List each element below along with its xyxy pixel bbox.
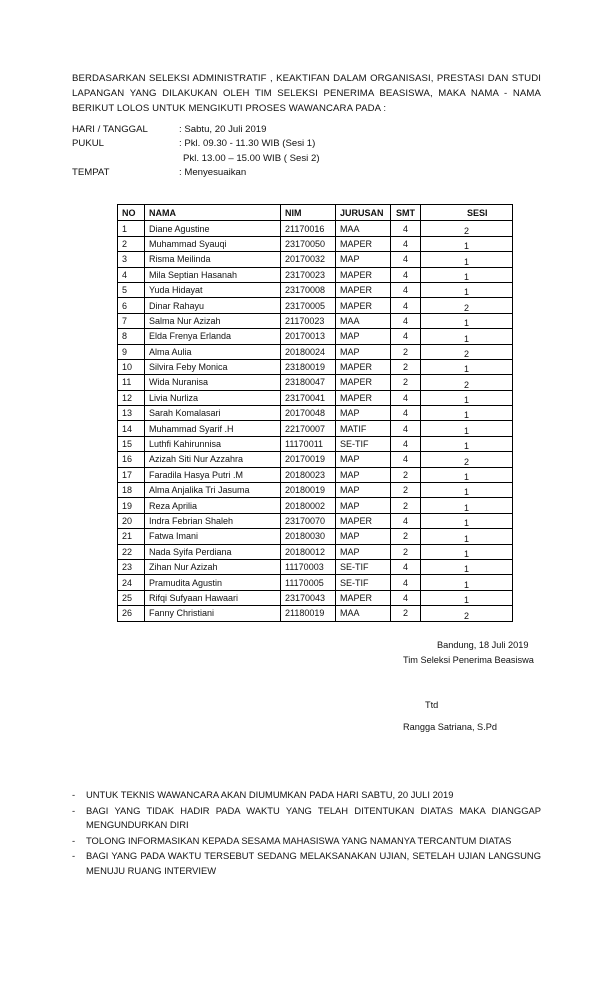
cell-no: 20 bbox=[118, 513, 145, 528]
time-label: PUKUL bbox=[72, 138, 104, 149]
cell-sesi: 2 bbox=[421, 606, 513, 621]
bullet-dash: - bbox=[72, 789, 76, 800]
cell-jurusan: MAP bbox=[336, 467, 391, 482]
place-label: TEMPAT bbox=[72, 167, 110, 178]
cell-nama: Silvira Feby Monica bbox=[145, 359, 281, 374]
cell-smt: 2 bbox=[391, 483, 421, 498]
cell-smt: 4 bbox=[391, 436, 421, 451]
cell-sesi: 1 bbox=[421, 483, 513, 498]
cell-no: 11 bbox=[118, 375, 145, 390]
table-row bbox=[118, 359, 513, 374]
cell-jurusan: SE-TIF bbox=[336, 436, 391, 451]
cell-nama: Azizah Siti Nur Azzahra bbox=[145, 452, 281, 467]
note-text: UNTUK TEKNIS WAWANCARA AKAN DIUMUMKAN PADA HARI SABTU, 20 JULI 2019 bbox=[86, 789, 454, 800]
cell-no: 22 bbox=[118, 544, 145, 559]
table-row bbox=[118, 529, 513, 544]
cell-jurusan: MAP bbox=[336, 544, 391, 559]
cell-smt: 4 bbox=[391, 236, 421, 251]
cell-nim: 23170050 bbox=[281, 236, 336, 251]
table-row bbox=[118, 559, 513, 574]
cell-sesi: 1 bbox=[421, 282, 513, 297]
cell-nim: 21180019 bbox=[281, 606, 336, 621]
bullet-dash: - bbox=[72, 850, 76, 862]
cell-sesi: 1 bbox=[421, 236, 513, 251]
cell-nama: Yuda Hidayat bbox=[145, 282, 281, 297]
cell-nim: 20180030 bbox=[281, 529, 336, 544]
cell-nama: Pramudita Agustin bbox=[145, 575, 281, 590]
header-nama: NAMA bbox=[145, 205, 281, 221]
place-value: : Menyesuaikan bbox=[179, 167, 247, 178]
table-header-row bbox=[118, 205, 513, 221]
cell-jurusan: MAP bbox=[336, 344, 391, 359]
cell-no: 4 bbox=[118, 267, 145, 282]
cell-smt: 2 bbox=[391, 467, 421, 482]
table-row bbox=[118, 436, 513, 451]
cell-no: 16 bbox=[118, 452, 145, 467]
bullet-dash: - bbox=[72, 804, 76, 816]
cell-smt: 4 bbox=[391, 390, 421, 405]
cell-nama: Muhammad Syarif .H bbox=[145, 421, 281, 436]
cell-nama: Rifqi Sufyaan Hawaari bbox=[145, 590, 281, 605]
cell-nama: Faradila Hasya Putri .M bbox=[145, 467, 281, 482]
cell-no: 5 bbox=[118, 282, 145, 297]
cell-nama: Muhammad Syauqi bbox=[145, 236, 281, 251]
cell-smt: 4 bbox=[391, 267, 421, 282]
cell-smt: 4 bbox=[391, 559, 421, 574]
cell-no: 13 bbox=[118, 406, 145, 421]
cell-no: 18 bbox=[118, 483, 145, 498]
table-row bbox=[118, 221, 513, 236]
cell-smt: 4 bbox=[391, 421, 421, 436]
table-row bbox=[118, 406, 513, 421]
cell-nama: Dinar Rahayu bbox=[145, 298, 281, 313]
cell-smt: 4 bbox=[391, 406, 421, 421]
cell-sesi: 2 bbox=[421, 344, 513, 359]
table-row bbox=[118, 313, 513, 328]
cell-jurusan: MAPER bbox=[336, 590, 391, 605]
note-text: BAGI YANG TIDAK HADIR PADA WAKTU YANG TELAH DITENTUKAN DIATAS MAKA DIANGGAP MENGUNDURKAN DIRI bbox=[86, 804, 541, 831]
cell-nama: Fanny Christiani bbox=[145, 606, 281, 621]
cell-sesi: 1 bbox=[421, 359, 513, 374]
cell-jurusan: MAPER bbox=[336, 282, 391, 297]
cell-sesi: 1 bbox=[421, 575, 513, 590]
table-row bbox=[118, 452, 513, 467]
cell-jurusan: MAP bbox=[336, 329, 391, 344]
cell-no: 2 bbox=[118, 236, 145, 251]
cell-nim: 20180023 bbox=[281, 467, 336, 482]
cell-smt: 2 bbox=[391, 529, 421, 544]
table-row bbox=[118, 390, 513, 405]
cell-nama: Zihan Nur Azizah bbox=[145, 559, 281, 574]
table-row bbox=[118, 606, 513, 621]
note-item bbox=[72, 788, 541, 803]
cell-smt: 2 bbox=[391, 606, 421, 621]
cell-smt: 4 bbox=[391, 590, 421, 605]
cell-jurusan: MAP bbox=[336, 452, 391, 467]
note-item bbox=[72, 834, 541, 849]
table-row bbox=[118, 467, 513, 482]
cell-nama: Alma Aulia bbox=[145, 344, 281, 359]
cell-jurusan: MAPER bbox=[336, 236, 391, 251]
header-sesi: SESI bbox=[421, 205, 513, 221]
cell-jurusan: MAA bbox=[336, 606, 391, 621]
cell-no: 9 bbox=[118, 344, 145, 359]
cell-jurusan: MAPER bbox=[336, 359, 391, 374]
cell-nim: 20180012 bbox=[281, 544, 336, 559]
cell-no: 26 bbox=[118, 606, 145, 621]
cell-smt: 4 bbox=[391, 221, 421, 236]
cell-jurusan: MAA bbox=[336, 313, 391, 328]
cell-nim: 11170005 bbox=[281, 575, 336, 590]
cell-nim: 20180002 bbox=[281, 498, 336, 513]
table-row bbox=[118, 344, 513, 359]
cell-no: 8 bbox=[118, 329, 145, 344]
cell-sesi: 1 bbox=[421, 467, 513, 482]
time-value-session-1: : Pkl. 09.30 - 11.30 WIB (Sesi 1) bbox=[179, 138, 316, 149]
cell-nama: Fatwa Imani bbox=[145, 529, 281, 544]
cell-no: 3 bbox=[118, 252, 145, 267]
table-row bbox=[118, 329, 513, 344]
cell-smt: 4 bbox=[391, 452, 421, 467]
note-text: TOLONG INFORMASIKAN KEPADA SESAMA MAHASISWA YANG NAMANYA TERCANTUM DIATAS bbox=[86, 834, 512, 846]
cell-no: 23 bbox=[118, 559, 145, 574]
bullet-dash: - bbox=[72, 834, 76, 846]
cell-no: 10 bbox=[118, 359, 145, 374]
table-row bbox=[118, 575, 513, 590]
cell-sesi: 1 bbox=[421, 252, 513, 267]
cell-nama: Livia Nurliza bbox=[145, 390, 281, 405]
cell-sesi: 1 bbox=[421, 559, 513, 574]
cell-no: 17 bbox=[118, 467, 145, 482]
header-no: NO bbox=[118, 205, 145, 221]
cell-no: 1 bbox=[118, 221, 145, 236]
cell-jurusan: SE-TIF bbox=[336, 575, 391, 590]
cell-sesi: 2 bbox=[421, 221, 513, 236]
table-row bbox=[118, 282, 513, 297]
cell-sesi: 1 bbox=[421, 498, 513, 513]
note-text: BAGI YANG PADA WAKTU TERSEBUT SEDANG MELAKSANAKAN UJIAN, SETELAH UJIAN LANGSUNG MENUJU RUANG INTERVIEW bbox=[86, 850, 541, 876]
cell-smt: 4 bbox=[391, 329, 421, 344]
table-row bbox=[118, 267, 513, 282]
cell-no: 7 bbox=[118, 313, 145, 328]
cell-jurusan: MAP bbox=[336, 483, 391, 498]
cell-nim: 23180019 bbox=[281, 359, 336, 374]
cell-nama: Reza Aprilia bbox=[145, 498, 281, 513]
cell-sesi: 1 bbox=[421, 421, 513, 436]
cell-nim: 23170070 bbox=[281, 513, 336, 528]
cell-jurusan: MAPER bbox=[336, 513, 391, 528]
table-row bbox=[118, 236, 513, 251]
cell-sesi: 1 bbox=[421, 529, 513, 544]
header-smt: SMT bbox=[391, 205, 421, 221]
participant-table bbox=[117, 204, 513, 622]
table-row bbox=[118, 513, 513, 528]
cell-nim: 20170032 bbox=[281, 252, 336, 267]
sign-ttd: Ttd bbox=[425, 700, 439, 710]
table-row bbox=[118, 298, 513, 313]
table-row bbox=[118, 252, 513, 267]
cell-sesi: 1 bbox=[421, 267, 513, 282]
cell-jurusan: MAPER bbox=[336, 298, 391, 313]
cell-nim: 20170019 bbox=[281, 452, 336, 467]
day-label: HARI / TANGGAL bbox=[72, 124, 148, 135]
cell-smt: 4 bbox=[391, 252, 421, 267]
cell-no: 14 bbox=[118, 421, 145, 436]
cell-jurusan: MAPER bbox=[336, 267, 391, 282]
cell-sesi: 1 bbox=[421, 406, 513, 421]
cell-smt: 2 bbox=[391, 359, 421, 374]
cell-smt: 2 bbox=[391, 375, 421, 390]
cell-no: 19 bbox=[118, 498, 145, 513]
cell-nama: Sarah Komalasari bbox=[145, 406, 281, 421]
cell-nama: Luthfi Kahirunnisa bbox=[145, 436, 281, 451]
day-value: : Sabtu, 20 Juli 2019 bbox=[179, 124, 267, 135]
cell-jurusan: MATIF bbox=[336, 421, 391, 436]
cell-nim: 11170003 bbox=[281, 559, 336, 574]
cell-nim: 23180047 bbox=[281, 375, 336, 390]
cell-nim: 21170023 bbox=[281, 313, 336, 328]
cell-nim: 20170048 bbox=[281, 406, 336, 421]
cell-smt: 4 bbox=[391, 513, 421, 528]
cell-jurusan: MAP bbox=[336, 498, 391, 513]
cell-sesi: 1 bbox=[421, 513, 513, 528]
cell-sesi: 1 bbox=[421, 313, 513, 328]
cell-nama: Indra Febrian Shaleh bbox=[145, 513, 281, 528]
cell-smt: 4 bbox=[391, 282, 421, 297]
cell-smt: 4 bbox=[391, 313, 421, 328]
table-row bbox=[118, 544, 513, 559]
cell-sesi: 1 bbox=[421, 329, 513, 344]
cell-smt: 4 bbox=[391, 575, 421, 590]
cell-nim: 20170013 bbox=[281, 329, 336, 344]
intro-paragraph: BERDASARKAN SELEKSI ADMINISTRATIF , KEAKTIFAN DALAM ORGANISASI, PRESTASI DAN STUDI LAPANGAN YANG DILAKUKAN OLEH TIM SELEKSI PENERIMA BEASISWA, MAKA NAMA - NAMA BERIKUT LOLOS UNTUK MENGIKUTI PROSES WAWANCARA PADA : bbox=[72, 73, 541, 114]
cell-nim: 23170008 bbox=[281, 282, 336, 297]
cell-smt: 2 bbox=[391, 344, 421, 359]
cell-jurusan: MAA bbox=[336, 221, 391, 236]
cell-sesi: 2 bbox=[421, 375, 513, 390]
header-nim: NIM bbox=[281, 205, 336, 221]
table-row bbox=[118, 375, 513, 390]
cell-nama: Salma Nur Azizah bbox=[145, 313, 281, 328]
cell-jurusan: MAPER bbox=[336, 390, 391, 405]
cell-nama: Diane Agustine bbox=[145, 221, 281, 236]
cell-nim: 20180019 bbox=[281, 483, 336, 498]
sign-organization: Tim Seleksi Penerima Beasiswa bbox=[403, 655, 534, 665]
cell-no: 24 bbox=[118, 575, 145, 590]
cell-no: 21 bbox=[118, 529, 145, 544]
cell-sesi: 1 bbox=[421, 436, 513, 451]
cell-no: 15 bbox=[118, 436, 145, 451]
cell-nama: Risma Meilinda bbox=[145, 252, 281, 267]
table-row bbox=[118, 421, 513, 436]
cell-jurusan: MAP bbox=[336, 406, 391, 421]
cell-nim: 11170011 bbox=[281, 436, 336, 451]
sign-name: Rangga Satriana, S.Pd bbox=[403, 722, 497, 732]
sign-place-date: Bandung, 18 Juli 2019 bbox=[437, 640, 529, 650]
cell-nim: 20180024 bbox=[281, 344, 336, 359]
cell-sesi: 2 bbox=[421, 452, 513, 467]
notes-list bbox=[72, 788, 541, 880]
time-value-session-2: Pkl. 13.00 – 15.00 WIB ( Sesi 2) bbox=[183, 153, 320, 164]
cell-nama: Alma Anjalika Tri Jasuma bbox=[145, 483, 281, 498]
table-row bbox=[118, 498, 513, 513]
cell-jurusan: MAP bbox=[336, 252, 391, 267]
cell-nim: 22170007 bbox=[281, 421, 336, 436]
cell-no: 6 bbox=[118, 298, 145, 313]
cell-nama: Mila Septian Hasanah bbox=[145, 267, 281, 282]
cell-smt: 2 bbox=[391, 544, 421, 559]
cell-nim: 21170016 bbox=[281, 221, 336, 236]
cell-smt: 4 bbox=[391, 298, 421, 313]
table-row bbox=[118, 483, 513, 498]
cell-nim: 23170005 bbox=[281, 298, 336, 313]
cell-sesi: 1 bbox=[421, 590, 513, 605]
cell-nama: Wida Nuranisa bbox=[145, 375, 281, 390]
cell-nim: 23170041 bbox=[281, 390, 336, 405]
cell-sesi: 1 bbox=[421, 390, 513, 405]
cell-jurusan: MAP bbox=[336, 529, 391, 544]
cell-nama: Nada Syifa Perdiana bbox=[145, 544, 281, 559]
table-row bbox=[118, 590, 513, 605]
header-jurusan: JURUSAN bbox=[336, 205, 391, 221]
cell-nama: Elda Frenya Erlanda bbox=[145, 329, 281, 344]
cell-no: 12 bbox=[118, 390, 145, 405]
cell-no: 25 bbox=[118, 590, 145, 605]
cell-jurusan: SE-TIF bbox=[336, 559, 391, 574]
cell-smt: 2 bbox=[391, 498, 421, 513]
cell-jurusan: MAPER bbox=[336, 375, 391, 390]
note-item bbox=[72, 804, 541, 833]
cell-nim: 23170043 bbox=[281, 590, 336, 605]
note-item bbox=[72, 849, 541, 878]
cell-nim: 23170023 bbox=[281, 267, 336, 282]
cell-sesi: 1 bbox=[421, 544, 513, 559]
cell-sesi: 2 bbox=[421, 298, 513, 313]
